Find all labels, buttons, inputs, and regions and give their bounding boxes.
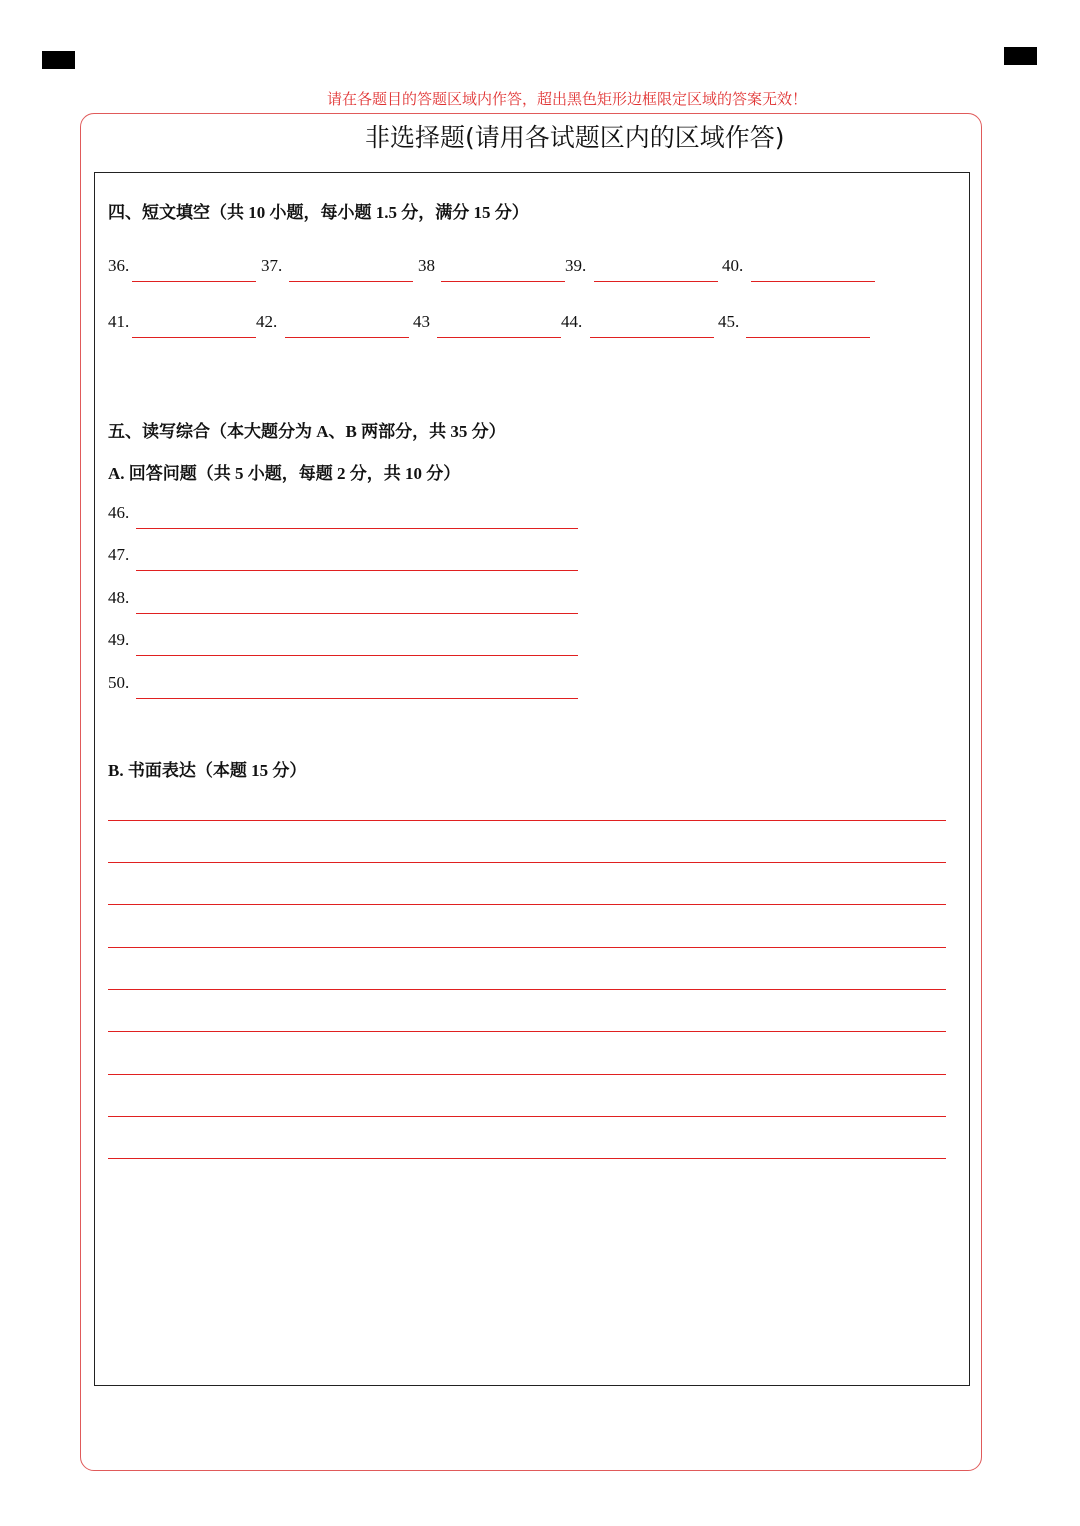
- section-5-heading: 五、读写综合（本大题分为 A、B 两部分，共 35 分）: [108, 422, 506, 441]
- answer-row-49[interactable]: [108, 630, 578, 656]
- blank-item-45[interactable]: [718, 312, 739, 338]
- blank-line-42[interactable]: [285, 337, 409, 338]
- blank-line-41[interactable]: [132, 337, 256, 338]
- blank-label: 44.: [561, 312, 583, 331]
- answer-line[interactable]: [136, 655, 578, 656]
- question-number: 46.: [108, 503, 130, 522]
- blank-label: 41.: [108, 312, 130, 331]
- blank-line-37[interactable]: [289, 281, 413, 282]
- blank-label: 40.: [722, 256, 744, 275]
- blank-label: 43: [413, 312, 430, 331]
- blank-item-36[interactable]: [108, 256, 129, 282]
- answer-line[interactable]: [136, 570, 578, 571]
- blank-line-39[interactable]: [594, 281, 718, 282]
- writing-line[interactable]: [108, 989, 946, 990]
- blank-label: 42.: [256, 312, 278, 331]
- answer-row-46[interactable]: [108, 503, 578, 529]
- blank-line-38[interactable]: [441, 281, 565, 282]
- blank-label: 36.: [108, 256, 130, 275]
- writing-line[interactable]: [108, 1116, 946, 1117]
- writing-line[interactable]: [108, 862, 946, 863]
- alignment-marker-right: [1004, 47, 1037, 65]
- blank-item-39[interactable]: [565, 256, 586, 282]
- fill-blank-row-1: [108, 256, 928, 282]
- alignment-marker-left: [42, 51, 75, 69]
- writing-line[interactable]: [108, 1031, 946, 1032]
- answer-row-50[interactable]: [108, 673, 578, 699]
- blank-item-42[interactable]: [256, 312, 277, 338]
- question-number: 50.: [108, 673, 130, 692]
- blank-item-43[interactable]: [413, 312, 430, 338]
- blank-item-37[interactable]: [261, 256, 282, 282]
- blank-label: 39.: [565, 256, 587, 275]
- part-a-heading: A. 回答问题（共 5 小题，每题 2 分，共 10 分）: [108, 464, 461, 483]
- section-4-heading: 四、短文填空（共 10 小题，每小题 1.5 分，满分 15 分）: [108, 203, 529, 222]
- writing-line[interactable]: [108, 1074, 946, 1075]
- blank-line-44[interactable]: [590, 337, 714, 338]
- blank-item-40[interactable]: [722, 256, 743, 282]
- writing-line[interactable]: [108, 1158, 946, 1159]
- blank-label: 38: [418, 256, 435, 275]
- blank-label: 37.: [261, 256, 283, 275]
- blank-item-44[interactable]: [561, 312, 582, 338]
- blank-line-40[interactable]: [751, 281, 875, 282]
- question-number: 49.: [108, 630, 130, 649]
- writing-line[interactable]: [108, 904, 946, 905]
- fill-blank-row-2: [108, 312, 928, 338]
- answer-row-47[interactable]: [108, 545, 578, 571]
- writing-line[interactable]: [108, 947, 946, 948]
- blank-item-38[interactable]: [418, 256, 435, 282]
- page-title: 非选择题(请用各试题区内的区域作答): [365, 123, 785, 152]
- blank-item-41[interactable]: [108, 312, 129, 338]
- answer-line[interactable]: [136, 698, 578, 699]
- blank-line-36[interactable]: [132, 281, 256, 282]
- question-number: 47.: [108, 545, 130, 564]
- question-number: 48.: [108, 588, 130, 607]
- answer-row-48[interactable]: [108, 588, 578, 614]
- answer-line[interactable]: [136, 528, 578, 529]
- answer-line[interactable]: [136, 613, 578, 614]
- part-b-heading: B. 书面表达（本题 15 分）: [108, 761, 307, 780]
- blank-line-45[interactable]: [746, 337, 870, 338]
- writing-line[interactable]: [108, 820, 946, 821]
- warning-notice: 请在各题目的答题区域内作答，超出黑色矩形边框限定区域的答案无效！: [327, 92, 808, 108]
- blank-line-43[interactable]: [437, 337, 561, 338]
- blank-label: 45.: [718, 312, 740, 331]
